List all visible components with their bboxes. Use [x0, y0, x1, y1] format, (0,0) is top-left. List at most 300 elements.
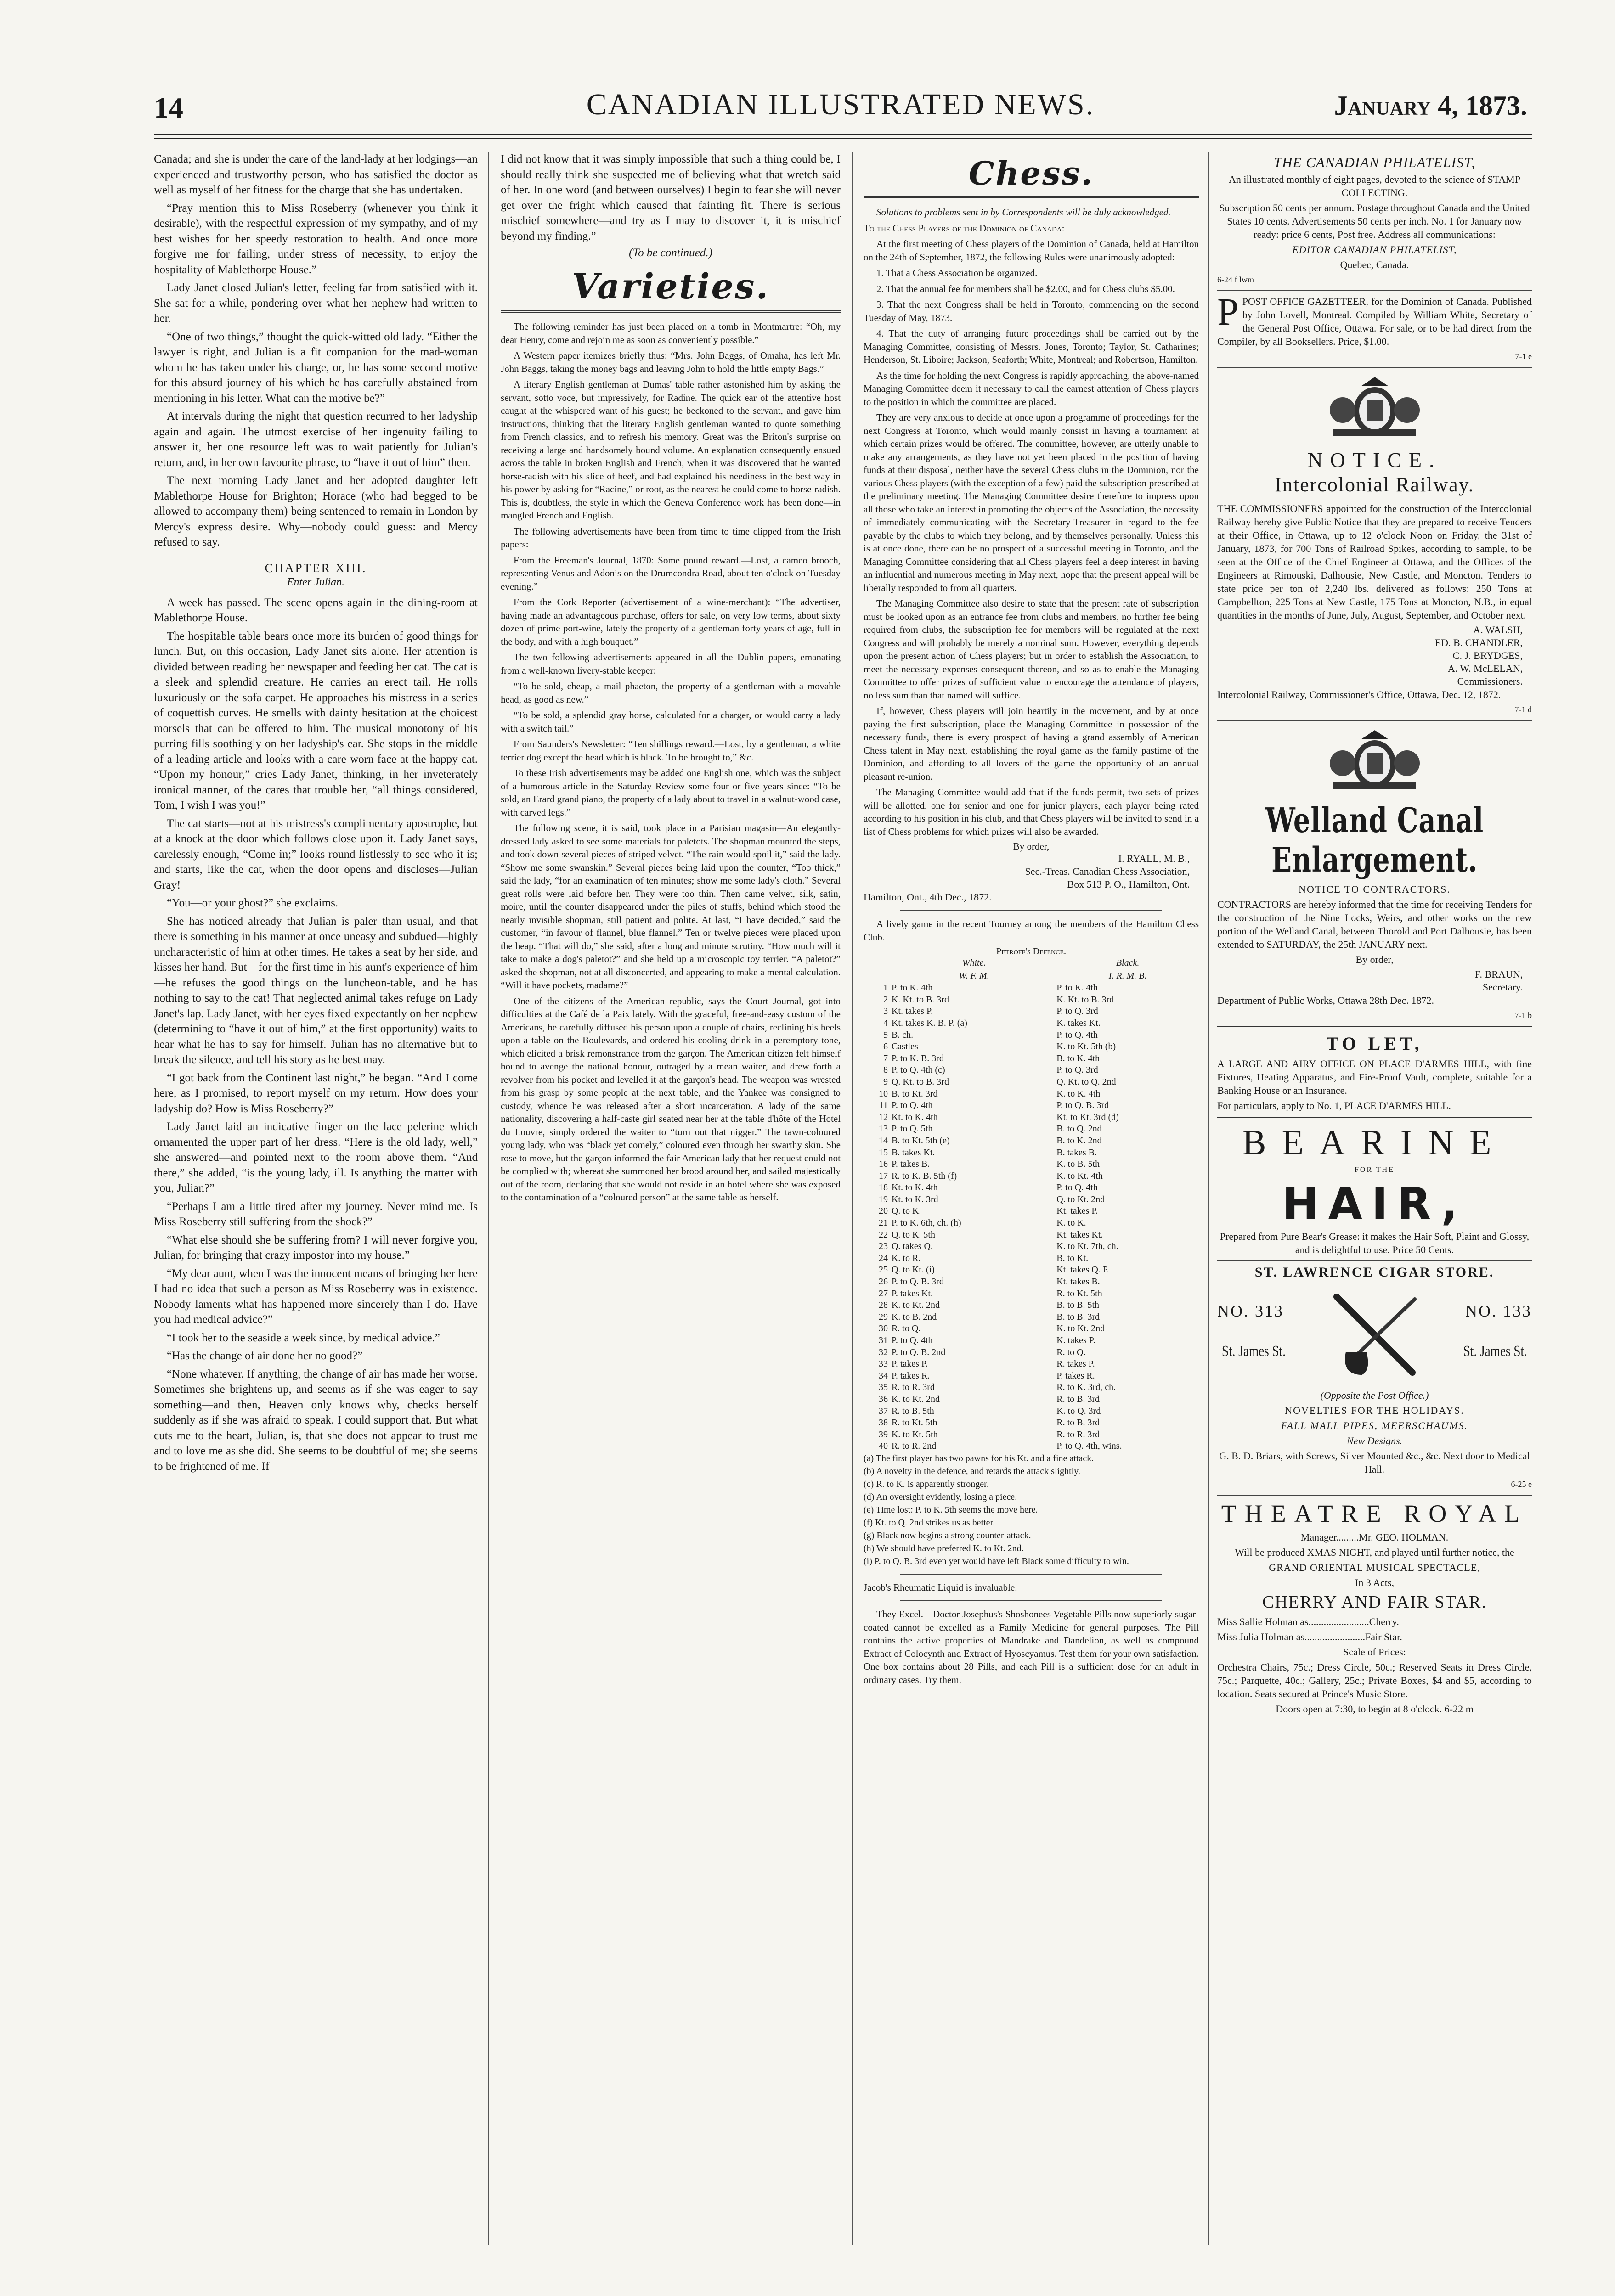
move-black: Kt. to Kt. 3rd (d) [1056, 1112, 1119, 1122]
moves-body [864, 982, 1199, 1452]
move-white: R. to Q. [891, 1323, 921, 1334]
to-let-heading: TO LET, [1326, 1033, 1423, 1054]
move-white: Kt. to K. 4th [891, 1112, 938, 1122]
move-row [864, 1194, 1199, 1206]
move-num: 22 [878, 1229, 888, 1240]
move-num: 39 [878, 1429, 888, 1440]
to-let-contact: For particulars, apply to No. 1, PLACE D'ARMES HILL. [1217, 1100, 1451, 1111]
theatre-body: Will be produced XMAS NIGHT, and played until further notice, the [1235, 1547, 1514, 1558]
move-row [864, 1171, 1199, 1182]
divider [900, 1574, 1162, 1575]
ad-code: 6-24 f lwm [1217, 275, 1254, 284]
move-row [864, 1370, 1199, 1382]
chess-heading: Chess. [968, 154, 1094, 192]
move-black: K. to Q. 3rd [1056, 1406, 1101, 1416]
move-row [864, 1417, 1199, 1429]
black-label: Black. [1116, 958, 1140, 968]
move-white: R. to K. B. 5th (f) [891, 1171, 957, 1181]
move-row [864, 1300, 1199, 1311]
move-black: R. to Kt. 5th [1056, 1288, 1102, 1299]
varieties-body [501, 320, 841, 1204]
pipe-and-cigar-icon [1327, 1288, 1424, 1384]
cast-line: Miss Julia Holman as........................Fair Star. [1217, 1631, 1402, 1643]
move-black: R. to B. 3rd [1056, 1394, 1100, 1404]
street-right: St. James St. [1463, 1343, 1527, 1360]
move-white: R. to B. 5th [891, 1406, 934, 1416]
chess-paragraph: As the time for holding the next Congress is rapidly approaching, the above-named Managing Committee deem it necessary to call the earnest attention of Chess players to the position in which the committee are placed. [864, 370, 1199, 407]
gazetteer-text: POST OFFICE GAZETTEER, for the Dominion of Canada. Published by John Lovell, Montreal. Compiled by William White, Secretary of the General Post Office, Ottawa. For sale, or to be had direct from the Compiler, by all Booksellers. Price, $1.00. [1217, 296, 1532, 347]
move-num: 2 [883, 994, 888, 1005]
welland-signature: F. BRAUN, [1475, 968, 1523, 980]
move-num: 4 [883, 1018, 888, 1028]
welland-heading: Welland Canal Enlargement. [1265, 801, 1484, 880]
move-row [864, 1076, 1199, 1088]
move-white: R. to R. 3rd [891, 1382, 935, 1393]
move-white: P. to Q. 4th [891, 1335, 933, 1345]
move-row [864, 1123, 1199, 1135]
page-number: 14 [154, 91, 183, 124]
story-paragraph: A week has passed. The scene opens again in the dining-room at Mablethorpe House. [154, 596, 478, 624]
street-left: St. James St. [1222, 1343, 1286, 1360]
divider [1217, 1260, 1532, 1261]
ad-code: 7-1 e [1515, 352, 1532, 361]
move-black: B. to K. 2nd [1056, 1135, 1102, 1146]
move-num: 27 [878, 1288, 888, 1299]
move-black: K. takes P. [1056, 1335, 1095, 1345]
move-num: 15 [878, 1147, 888, 1158]
move-row [864, 1030, 1199, 1041]
paper-title: CANADIAN ILLUSTRATED NEWS. [586, 88, 1095, 121]
story-paragraph: Canada; and she is under the care of the land-lady at her lodgings—an experienced and trustworthy person, who has satisfied the doctor as well as myself of her fitness for the charge that she has undertaken. [154, 153, 478, 196]
chess-address: To the Chess Players of the Dominion of Canada: [864, 222, 1065, 234]
column-ads [1217, 152, 1532, 2245]
move-row [864, 1406, 1199, 1418]
column-divider [1208, 152, 1209, 2245]
variety-item: From Saunders's Newsletter: “Ten shillings reward.—Lost, by a gentleman, a white terrier dog except the head which is black. To be brought to,” &c. [501, 738, 841, 763]
move-num: 18 [878, 1182, 888, 1193]
railway-notice: THE COMMISSIONERS appointed for the construction of the Intercolonial Railway hereby give Public Notice that they are prepared to receive Tenders at their Office, in Ottawa, up to 12 o'clock Noon on Friday, the 31st of January, 1873, for 700 Tons of Railroad Spikes, according to sample, to be seen at the Office of the Chief Engineer at Ottawa, and the Offices of the Engineers at Rimouski, Dalhousie, New Castle, and Moncton. Tenders to state price per ton of 2,240 lbs. delivered as follows: 250 Tons at Campbellton, 225 Tons at New Castle, 175 Tons at Moncton, N.B., in equal quantities in the months of June, July, August, September, and October next. [1217, 503, 1532, 621]
move-row [864, 1441, 1199, 1452]
bearine-heading: BEARINE [1242, 1122, 1507, 1162]
move-row [864, 1335, 1199, 1347]
move-num: 5 [883, 1030, 888, 1040]
move-num: 6 [883, 1041, 888, 1052]
chess-signature [864, 852, 1190, 904]
philatelist-editor: EDITOR CANADIAN PHILATELIST, [1292, 244, 1457, 255]
move-row [864, 1217, 1199, 1229]
story-paragraph: The hospitable table bears once more its burden of good things for lunch. But, on this occasion, Lady Janet sits alone. Her attention is divided between reading her newspaper and feeding her cat. The cat is a sleek and splendid creature. He carries an erect tail. He rolls luxuriously on the sofa carpet. He approaches his mistress in a series of coquettish curves. He smells with dainty hesitation at the choicest morsels that can be offered to him. The musical monotony of his purring fills soothingly on her ladyship's ear. She stops in the middle of a leading article and looks with a care-worn face at the happy cat. “Upon my honour,” cries Lady Janet, thinking, in her inveterately ironical manner, of the cares that trouble her, “all things considered, Tom, I wish I was you!” [154, 630, 478, 811]
move-num: 20 [878, 1206, 888, 1216]
section-rule [501, 310, 841, 313]
move-num: 24 [878, 1253, 888, 1263]
acts: In 3 Acts, [1355, 1577, 1394, 1588]
variety-item: From the Cork Reporter (advertisement of a wine-merchant): “The advertiser, having made an advantageous purchase, offers for sale, on very low terms, about sixty dozen of prime port-wine, lately the property of a gentleman forty years of age, full in the body, and with a high bouquet.” [501, 597, 841, 647]
masthead-rule [154, 134, 1532, 135]
signer: Commissioners. [1457, 675, 1523, 687]
move-black: P. to Q. 4th [1056, 1182, 1098, 1193]
story-paragraph: Lady Janet closed Julian's letter, feeling far from satisfied with it. She sat for a while, pondering over what her nephew had written to her. [154, 281, 478, 325]
variety-item: “To be sold, cheap, a mail phaeton, the property of a gentleman with a movable head, as good as new.” [501, 681, 841, 705]
move-row [864, 982, 1199, 994]
move-num: 36 [878, 1394, 888, 1404]
move-black: K. to Kt. 7th, ch. [1056, 1241, 1118, 1252]
divider [1217, 720, 1532, 721]
move-num: 30 [878, 1323, 888, 1334]
chess-rule: 3. That the next Congress shall be held in Toronto, commencing on the second Tuesday of May, 1873. [864, 299, 1199, 323]
move-black: P. takes R. [1056, 1370, 1095, 1381]
move-num: 8 [883, 1065, 888, 1075]
game-notes [864, 1452, 1199, 1567]
move-row [864, 1253, 1199, 1265]
ad-code: 6-25 e [1511, 1480, 1532, 1489]
move-row [864, 1053, 1199, 1065]
railway-office: Intercolonial Railway, Commissioner's Office, Ottawa, Dec. 12, 1872. [1217, 689, 1501, 700]
move-white: R. to Kt. 5th [891, 1418, 937, 1428]
notice-heading: NOTICE. [1307, 448, 1442, 472]
move-white: Q. to K. [891, 1206, 921, 1216]
chess-paragraph: The Managing Committee also desire to state that the present rate of subscription must be looked upon as an entrance fee from clubs and members, no further fee being required from clubs, the subscription fee for members will be regulated at the next Congress and will probably be merely a nominal sum. However, everything depends upon the present action of Chess players; but in order to establish the Association, to meet the necessary expenses consequent thereon, and so as to enable the Managing Committee to offer prizes of sufficient value to encourage the attendance of players, no less sum than that named will suffice. [864, 598, 1199, 701]
move-black: Q. to Kt. 2nd [1056, 1194, 1105, 1204]
opposite-post-office: (Opposite the Post Office.) [1320, 1390, 1429, 1401]
move-white: P. takes R. [891, 1370, 930, 1381]
spectacle: GRAND ORIENTAL MUSICAL SPECTACLE, [1269, 1562, 1480, 1573]
chess-paragraph: They are very anxious to decide at once upon a programme of proceedings for the next Congress at Toronto, which would mainly consist in having a tournament at which certain prizes would be offered. The committee, however, are utterly unable to make any arrangements, as they have not yet been placed in the position of having funds at their disposal, neither have the several Chess clubs in the Dominion, nor the various Chess players (with the exception of a few) paid the subscription prescribed at the preliminary meeting. The Managing Committee desire therefore to impress upon all those who take an interest in promoting the objects of the Association, the necessity of immediately communicating with the Secretary-Treasurer in regard to the fee payable by the clubs to which they belong, and by themselves personally. Unless this is at once done, there can be no prospect of a successful meeting in Toronto, and the Managing Committee considering that all Chess players feel a deep interest in having an influential and numerous meeting in May next, hope that the present appeal will be liberally responded to from all quarters. [864, 412, 1199, 593]
move-black: R. to Q. [1056, 1347, 1086, 1357]
move-num: 7 [883, 1053, 888, 1064]
move-black: B. to B. 5th [1056, 1300, 1100, 1311]
move-black: Kt. takes P. [1056, 1206, 1098, 1216]
dropcap: P [1217, 291, 1239, 333]
move-black: Kt. takes B. [1056, 1277, 1100, 1287]
move-black: K. to Kt. 5th (b) [1056, 1041, 1116, 1052]
move-black: P. to K. 4th [1056, 983, 1098, 993]
move-num: 10 [878, 1088, 888, 1099]
story-paragraph: She has noticed already that Julian is paler than usual, and that there is something in his manner at once uneasy and subdued—highly uncharacteristic of him at other times. He takes a seat by her side, and kisses her hand. But—for the first time in his aunt's experience of him—he refuses the good things on the luncheon-table, and he has nothing to say to the cat! That neglected animal takes refuge on Lady Janet's lap. Lady Janet, with her eyes fixed expectantly on her nephew (determining to “have it out of him,” at the first opportunity) waits to hear what he has to say for himself. Julian has no alternative but to break the silence, and tell his story as he best may. [154, 915, 478, 1066]
move-num: 37 [878, 1406, 888, 1416]
move-black: K. takes Kt. [1056, 1018, 1101, 1028]
move-white: P. to K. 4th [891, 983, 933, 993]
move-black: B. to Kt. [1056, 1253, 1089, 1263]
move-black: B. to Q. 2nd [1056, 1124, 1102, 1134]
variety-item: A literary English gentleman at Dumas' table rather astonished him by asking the servant, sotto voce, but impressively, for Radine. The quick ear of the attentive host caught at the whispered want of his guest; he beckoned to the servant, and gave him instructions, thinking that the literary English gentleman wanted to quote something from French classics, and to refresh his memory. Great was the Briton's surprise on receiving a large and handsomely bound volume. An explanation consequently ensued across the table in broken English and French, when it was discovered that he wanted horse-radish with his slice of beef, and had explained his neediness in the best way in his power by asking for “Racine,” or root, as the nearest he could come to horse-radish. This is, doubtless, the style in which the Geneva Conference work has been done—in mangled French and English. [501, 379, 841, 521]
by-order: By order, [1013, 841, 1050, 852]
game-note: (g) Black now begins a strong counter-attack. [864, 1530, 1031, 1541]
move-row [864, 1100, 1199, 1112]
railway-signers [1217, 624, 1523, 688]
to-be-continued: (To be continued.) [629, 247, 712, 259]
novelties: NOVELTIES FOR THE HOLIDAYS. [1285, 1405, 1464, 1416]
story-paragraph: “You—or your ghost?” she exclaims. [167, 897, 339, 909]
move-num: 9 [883, 1076, 888, 1087]
move-row [864, 1147, 1199, 1159]
railway-heading: Intercolonial Railway. [1275, 473, 1474, 496]
chess-rule: 2. That the annual fee for members shall be $2.00, and for Chess clubs $5.00. [876, 283, 1175, 294]
move-row [864, 1064, 1199, 1076]
royal-crest-icon [1306, 726, 1444, 795]
story-paragraph: At intervals during the night that question recurred to her ladyship again and again. The utmost exercise of her ingenuity failing to answer it, her one resource left was to wait patiently for Julian's return, and, in her own favourite phrase, to “have it out of him” then. [154, 410, 478, 469]
move-row [864, 1229, 1199, 1241]
move-num: 17 [878, 1171, 888, 1181]
move-white: P. to K. 6th, ch. (h) [891, 1218, 961, 1228]
move-black: B. to K. 4th [1056, 1053, 1100, 1064]
move-row [864, 1347, 1199, 1359]
move-num: 3 [883, 1006, 888, 1017]
divider [1217, 367, 1532, 368]
move-white: Castles [891, 1041, 918, 1052]
move-row [864, 1311, 1199, 1323]
ad-code: 7-1 d [1514, 705, 1532, 714]
story-paragraph: The next morning Lady Janet and her adopted daughter left Mablethorpe House for Brighton; Horace (who had begged to be allowed to accompany them) being sentenced to remain in London by Mercy's express desire. Why—nobody could guess: and Mercy refused to say. [154, 474, 478, 548]
move-num: 12 [878, 1112, 888, 1122]
signature-line: Box 513 P. O., Hamilton, Ont. [1067, 878, 1190, 890]
for-the: FOR THE [1355, 1166, 1395, 1174]
chess-rule: 1. That a Chess Association be organized. [876, 267, 1038, 278]
variety-item: The following reminder has just been placed on a tomb in Montmartre: “Oh, my dear Henry, come and rejoin me as soon as conveniently possible.” [501, 321, 841, 345]
masthead-rule-2 [154, 138, 1532, 139]
prices-heading: Scale of Prices: [1343, 1646, 1406, 1658]
welland-role: Secretary. [1482, 981, 1523, 993]
theatre-heading: THEATRE ROYAL [1221, 1500, 1528, 1527]
philatelist-title: THE CANADIAN PHILATELIST, [1273, 154, 1476, 170]
move-black: R. takes P. [1056, 1359, 1095, 1369]
column-varieties [501, 152, 841, 2245]
game-title: Petroff's Defence. [996, 946, 1066, 957]
philatelist-body: An illustrated monthly of eight pages, devoted to the science of STAMP COLLECTING. [1229, 174, 1520, 198]
move-row [864, 1382, 1199, 1394]
move-black: R. to R. 3rd [1056, 1429, 1100, 1440]
white-player: W. F. M. [959, 970, 989, 981]
move-row [864, 1429, 1199, 1441]
to-let-body: A LARGE AND AIRY OFFICE ON PLACE D'ARMES HILL, with fine Fixtures, Heating Apparatus, and Fire-Proof Vault, complete, suitable for a Banking House or an Insurance. [1217, 1058, 1532, 1096]
variety-item: From the Freeman's Journal, 1870: Some pound reward.—Lost, a cameo brooch, representing Venus and Adonis on the Drumcondra Road, about ten o'clock on Tuesday evening.” [501, 554, 841, 592]
move-white: P. to Q. 4th (c) [891, 1065, 945, 1075]
story-paragraph: “One of two things,” thought the quick-witted old lady. “Either the lawyer is right, and Julian is a fit companion for the mad-woman whom he has taken under his charge, or, he has some second motive for this absurd journey of his which he has carefully abstained from mentioning in his letter. What can the motive be?” [154, 330, 478, 405]
move-white: P. takes P. [891, 1359, 928, 1369]
move-num: 32 [878, 1347, 888, 1357]
move-black: Q. Kt. to Q. 2nd [1056, 1076, 1116, 1087]
move-white: P. to Q. B. 2nd [891, 1347, 946, 1357]
move-num: 35 [878, 1382, 888, 1393]
variety-item: The two following advertisements appeared in all the Dublin papers, emanating from a well-known livery-stable keeper: [501, 652, 841, 676]
signer: C. J. BRYDGES, [1452, 650, 1523, 661]
move-num: 1 [883, 983, 888, 993]
move-row [864, 1159, 1199, 1171]
move-row [864, 1394, 1199, 1406]
chess-paragraph: The Managing Committee would add that if the funds permit, two sets of prizes will be allotted, one for senior and one for junior players, each player being rated according to his position in his club, and that Chess players will be invited to send in a list of Chess problems for which prizes will also be awarded. [864, 787, 1199, 837]
story-paragraph: “Pray mention this to Miss Roseberry (whenever you think it desirable), with the respectful expression of my sympathy, and of my best wishes for her speedy restoration to health. And once more forgive me for failing, under stress of necessity, to enjoy the hospitality of Mablethorpe House.” [154, 202, 478, 276]
move-num: 25 [878, 1265, 888, 1275]
column-divider [488, 152, 489, 2245]
move-white: P. to Q. 4th [891, 1100, 933, 1111]
move-white: Q. takes Q. [891, 1241, 933, 1252]
variety-item: “To be sold, a splendid gray horse, calculated for a charger, or would carry a lady with a switch tail.” [501, 709, 841, 734]
ad-code: 7-1 b [1514, 1011, 1532, 1020]
game-note: (d) An oversight evidently, losing a piece. [864, 1491, 1017, 1502]
signer: A. W. McLELAN, [1447, 663, 1523, 674]
move-white: K. to Kt. 5th [891, 1429, 938, 1440]
move-num: 33 [878, 1359, 888, 1369]
move-row [864, 1088, 1199, 1100]
white-label: White. [962, 958, 986, 968]
move-black: K. to B. 5th [1056, 1159, 1100, 1170]
move-num: 31 [878, 1335, 888, 1345]
to-let-ad [1217, 1026, 1532, 1118]
move-white: Kt. to K. 3rd [891, 1194, 938, 1204]
column-chess [864, 152, 1199, 2245]
story-paragraph: “None whatever. If anything, the change of air has made her worse. Sometimes she brightens up, and seems as if she was eager to say something—and then, Heaven only knows why, checks herself suddenly as if she was afraid to speak. I could support that. But what cuts me to the heart, Julian, is, that she does not appear to trust me and to love me as she did. She seems to be doubtful of me; she seems to be frightened of me. If [154, 1367, 478, 1473]
move-black: P. to Q. 4th, wins. [1056, 1441, 1122, 1452]
move-black: B. takes B. [1056, 1147, 1097, 1158]
move-row [864, 1006, 1199, 1018]
story-paragraph: “I got back from the Continent last night,” he began. “And I come here, as I promised, to report myself on my return. How does your ladyship do? How is Miss Roseberry?” [154, 1071, 478, 1115]
move-white: B. ch. [891, 1030, 914, 1040]
move-num: 13 [878, 1124, 888, 1134]
move-black: Kt. takes Kt. [1056, 1229, 1103, 1240]
game-note: (b) A novelty in the defence, and retards the attack slightly. [864, 1466, 1080, 1476]
chess-note: Solutions to problems sent in by Correspondents will be duly acknowledged. [876, 207, 1171, 218]
move-black: R. to K. 3rd, ch. [1056, 1382, 1116, 1393]
move-row [864, 1358, 1199, 1370]
move-white: K. to Kt. 2nd [891, 1300, 940, 1311]
move-num: 40 [878, 1441, 888, 1452]
move-white: B. to Kt. 5th (e) [891, 1135, 950, 1146]
move-black: P. to Q. B. 3rd [1056, 1100, 1109, 1111]
chapter-subtitle: Enter Julian. [287, 576, 345, 588]
chess-game-table [864, 957, 1199, 1452]
move-white: P. to Q. B. 3rd [891, 1277, 944, 1287]
pills-ad: They Excel.—Doctor Josephus's Shoshonees Vegetable Pills now superiorly sugar-coated cannot be excelled as a Family Medicine for general purposes. The Pill contains the active properties of Mandrake and Dandelion, as well as compound Extract of Colocynth and Extract of Hyoscyamus. Test them for your own satisfaction. One box contains about 28 Pills, and each Pill is a sufficient dose for an adult in ordinary cases. Try them. [864, 1609, 1199, 1685]
game-note: (h) We should have preferred K. to Kt. 2nd. [864, 1543, 1024, 1553]
game-note: (e) Time lost: P. to K. 5th seems the move here. [864, 1504, 1038, 1515]
move-num: 23 [878, 1241, 888, 1252]
variety-item: The following advertisements have been from time to time clipped from the Irish papers: [501, 525, 841, 550]
hair-body: Prepared from Pure Bear's Grease: it makes the Hair Soft, Plaint and Glossy, and is delightful to use. Price 50 Cents. [1220, 1231, 1530, 1255]
move-white: K. to B. 2nd [891, 1311, 937, 1322]
philatelist-terms: Subscription 50 cents per annum. Postage throughout Canada and the United States 10 cents. Advertisements 50 cents per inch. No. 1 for January now ready: price 6 cents, Post free. Address all communications: [1219, 202, 1530, 240]
game-note: (a) The first player has two pawns for his Kt. and a fine attack. [864, 1453, 1094, 1463]
chess-paragraph: If, however, Chess players will join heartily in the movement, and by at once paying the first subscription, place the Managing Committee in possession of the necessary funds, there is every prospect of having a grand assembly of American Chess talent in May next, establishing the royal game as the family pastime of the Dominion, and affording to all lovers of the game the opportunity of an annual pleasant re-union. [864, 705, 1199, 782]
briars: G. B. D. Briars, with Screws, Silver Mounted &c., &c. Next door to Medical Hall. [1219, 1450, 1530, 1475]
move-black: P. to Q. 4th [1056, 1030, 1098, 1040]
chess-paragraph: At the first meeting of Chess players of the Dominion of Canada, held at Hamilton on the 24th of September, 1872, the following Rules were unanimously adopted: [864, 238, 1199, 263]
game-note: (f) Kt. to Q. 2nd strikes us as better. [864, 1517, 995, 1528]
move-num: 34 [878, 1370, 888, 1381]
welland-dept: Department of Public Works, Ottawa 28th Dec. 1872. [1217, 995, 1434, 1006]
move-num: 38 [878, 1418, 888, 1428]
variety-item: One of the citizens of the American republic, says the Court Journal, got into difficulties at the Café de la Paix lately. With the graceful, free-and-easy custom of the Americans, he carefully diffused his person upon a couple of chairs, reclining his heels upon a table on the Boulevards, and ordered his cooling drink in a peremptory tone, which elicited a brisk remonstrance from the garçon. The American citizen felt himself bound to avenge the national honour, outraged by a mean waiter, and drew forth a revolver from his pocket and levelled it at the garçon's head. The weapon was wrested from his grasp by some people at the next table, and the Yankee was consigned to custody, whence he was released after a short incarceration. A lady of the same nationality, discovering a half-caste girl seated near her at the table d'hôte of the Hotel du Louvre, simply ordered the waiter to “turn out that nigger.” The tawn-coloured young lady, who was “black yet comely,” coloured even through her swarthy skin. She rose to move, but the garçon informed the fair American lady that her request could not be complied with; whereat she summoned her brood around her, and sailed majestically out of the room, declaring that she would not reside in an hotel where she was exposed to the contamination of a “coloured person” at the same table as herself. [501, 995, 841, 1203]
welland-subheading: NOTICE TO CONTRACTORS. [1299, 884, 1451, 895]
game-note: (i) P. to Q. B. 3rd even yet would have left Black some difficulty to win. [864, 1556, 1129, 1566]
hair-heading: HAIR, [1282, 1178, 1467, 1230]
move-row [864, 1276, 1199, 1288]
philatelist-city: Quebec, Canada. [1340, 259, 1409, 270]
move-row [864, 1264, 1199, 1276]
move-num: 19 [878, 1194, 888, 1204]
doors-open [1217, 1702, 1532, 1716]
issue-date: January 4, 1873. [1334, 90, 1527, 121]
address-313: NO. 313 [1217, 1302, 1284, 1320]
move-white: Kt. takes P. [891, 1006, 933, 1017]
story-paragraph: I did not know that it was simply impossible that such a thing could be, I should really think she suspected me of believing what that wretch said of her. In one word (and between ourselves) I begin to fear she will never get over the fright which caused that fainting fit. There is serious mischief somewhere—and try as I may to discover it, it is mischief beyond my finding.” [501, 153, 841, 242]
move-black: K. Kt. to B. 3rd [1056, 994, 1114, 1005]
move-row [864, 1018, 1199, 1030]
signature-line: Hamilton, Ont., 4th Dec., 1872. [864, 891, 992, 903]
welland-order: By order, [1355, 954, 1394, 965]
move-white: K. to R. [891, 1253, 921, 1263]
signature-line: Sec.-Treas. Canadian Chess Association, [1025, 866, 1190, 877]
move-black: K. to K. [1056, 1218, 1086, 1228]
section-rule [864, 196, 1199, 198]
move-white: P. takes Kt. [891, 1288, 933, 1299]
column-divider [852, 152, 853, 2245]
move-row [864, 1205, 1199, 1217]
varieties-heading: Varieties. [571, 266, 770, 307]
black-player: I. R. M. B. [1108, 970, 1147, 981]
theatre-manager: Manager.........Mr. GEO. HOLMAN. [1300, 1531, 1449, 1543]
game-intro: A lively game in the recent Tourney among the members of the Hamilton Chess Club. [864, 918, 1199, 943]
cigar-store-heading: ST. LAWRENCE CIGAR STORE. [1254, 1265, 1495, 1280]
move-white: B. to Kt. 3rd [891, 1088, 938, 1099]
move-row [864, 994, 1199, 1006]
chess-rule: 4. That the duty of arranging future proceedings shall be carried out by the Managing Committee, consisting of Messrs. Jones, Toronto; Taylor, St. Catharines; Henderson, St. Liboire; Jackson, Seaforth; White, Montreal; and Robertson, Hamilton. [864, 328, 1199, 365]
divider [1217, 290, 1532, 291]
new-designs: New Designs. [1347, 1435, 1402, 1446]
move-white: Kt. to K. 4th [891, 1182, 938, 1193]
move-white: P. to K. B. 3rd [891, 1053, 944, 1064]
story-paragraph: “I took her to the seaside a week since, by medical advice.” [167, 1331, 440, 1344]
move-white: K. to Kt. 2nd [891, 1394, 940, 1404]
variety-item: The following scene, it is said, took place in a Parisian magasin—An elegantly-dressed lady asked to see some materials for paletots. The shopman mounted the steps, and took down several pieces of striped velvet. “The rain would spoil it,” said the lady. “Show me some swanskin.” Several pieces being laid upon the counter, “Too thick,” said the lady, “for an examination of ten minutes; show me some lady's cloth.” Several great rolls were laid before her. They were too thin. Then came velvet, silk, satin, moire, until the counter disappeared under the piles of stuffs, behind which stood the nearly invisible shopman, still patient and polite. At last, “I have decided,” said the customer, “in favour of flannel, blue flannel.” Ten or twelve pieces were placed upon the heap. “That will do,” she said, after a long and minute scrutiny. “How much will it take to make a dog's paletot?” and she held up a microscopic toy terrier. “A paletot?” asked the shopman, not at all disconcerted, and appearing to make a mental calculation. “Will it have pockets, madame?” [501, 822, 841, 990]
move-white: P. to Q. 5th [891, 1124, 933, 1134]
variety-item: To these Irish advertisements may be added one English one, which was the subject of a humorous article in the Saturday Review some four or five years since: “To be sold, an Erard grand piano, the property of a lady about to travel in a walnut-wood case, with carved legs.” [501, 767, 841, 818]
divider [900, 910, 1162, 911]
move-black: R. to B. 3rd [1056, 1418, 1100, 1428]
masthead [154, 87, 1527, 131]
ad-code: 6-22 m [1444, 1703, 1474, 1715]
story-paragraph: The cat starts—not at his mistress's complimentary apostrophe, but at a knock at the door which follows close upon it. Lady Janet says, carelessly enough, “Come in;” looks round listlessly to see who it is; and starts, like the cat, when the door opens and discloses—Julian Gray! [154, 817, 478, 891]
move-num: 26 [878, 1277, 888, 1287]
story-paragraph: “Perhaps I am a little tired after my journey. Never mind me. Is Miss Roseberry still suffering from the shock?” [154, 1200, 478, 1228]
move-white: Q. to Kt. (i) [891, 1265, 935, 1275]
story-paragraph: Lady Janet laid an indicative finger on the lace pelerine which ornamented the upper part of her dress. “Here is the old lady, well,” she answered—and pointed next to the room above them. “And there,” she added, “is the young lady, ill. Is anything the matter with you, Julian?” [154, 1120, 478, 1194]
move-row [864, 1241, 1199, 1253]
move-num: 28 [878, 1300, 888, 1311]
variety-item: A Western paper itemizes briefly thus: “Mrs. John Baggs, of Omaha, has left Mr. John Baggs, taking the money bags and leaving John to hold the little empty Bags.” [501, 350, 841, 374]
gazetteer-ad [1217, 291, 1532, 348]
move-row [864, 1135, 1199, 1147]
move-white: Kt. takes K. B. P. (a) [891, 1018, 967, 1028]
move-black: K. to Kt. 4th [1056, 1171, 1103, 1181]
move-row [864, 1182, 1199, 1194]
move-black: K. to Kt. 2nd [1056, 1323, 1105, 1334]
signature-line: I. RYALL, M. B., [1118, 853, 1190, 864]
prices-body: Orchestra Chairs, 75c.; Dress Circle, 50c.; Reserved Seats in Dress Circle, 75c.; Parquette, 40c.; Gallery, 25c.; Private Boxes, $4 and $5, according to location. Seats secured at Prince's Music Store. [1217, 1661, 1532, 1699]
move-white: K. Kt. to B. 3rd [891, 994, 949, 1005]
move-white: P. takes B. [891, 1159, 930, 1170]
play-title: CHERRY AND FAIR STAR. [1262, 1593, 1487, 1612]
move-black: Kt. takes Q. P. [1056, 1265, 1109, 1275]
move-white: Q. Kt. to B. 3rd [891, 1076, 949, 1087]
move-row [864, 1041, 1199, 1053]
royal-crest-icon [1306, 373, 1444, 442]
story-paragraph: “My dear aunt, when I was the innocent means of bringing her here I had no idea that such a person as Miss Roseberry was in existence. Nobody laments what has happened more sincerely than I do. Have you had medical advice?” [154, 1267, 478, 1326]
welland-notice: CONTRACTORS are hereby informed that the time for receiving Tenders for the construction of the Nine Locks, Weirs, and other works on the new portion of the Welland Canal, between Thorold and Port Dalhousie, has been extended to SATURDAY, the 25th JANUARY next. [1217, 899, 1532, 950]
doors-text: Doors open at 7:30, to begin at 8 o'clock. [1276, 1703, 1442, 1715]
story-paragraph: “What else should she be suffering from? I will never forgive you, Julian, for bringing that crazy impostor into my house.” [154, 1233, 478, 1261]
cigar-store-ad [1217, 1283, 1532, 1389]
game-note: (c) R. to K. is apparently stronger. [864, 1479, 989, 1489]
move-num: 11 [879, 1100, 888, 1111]
